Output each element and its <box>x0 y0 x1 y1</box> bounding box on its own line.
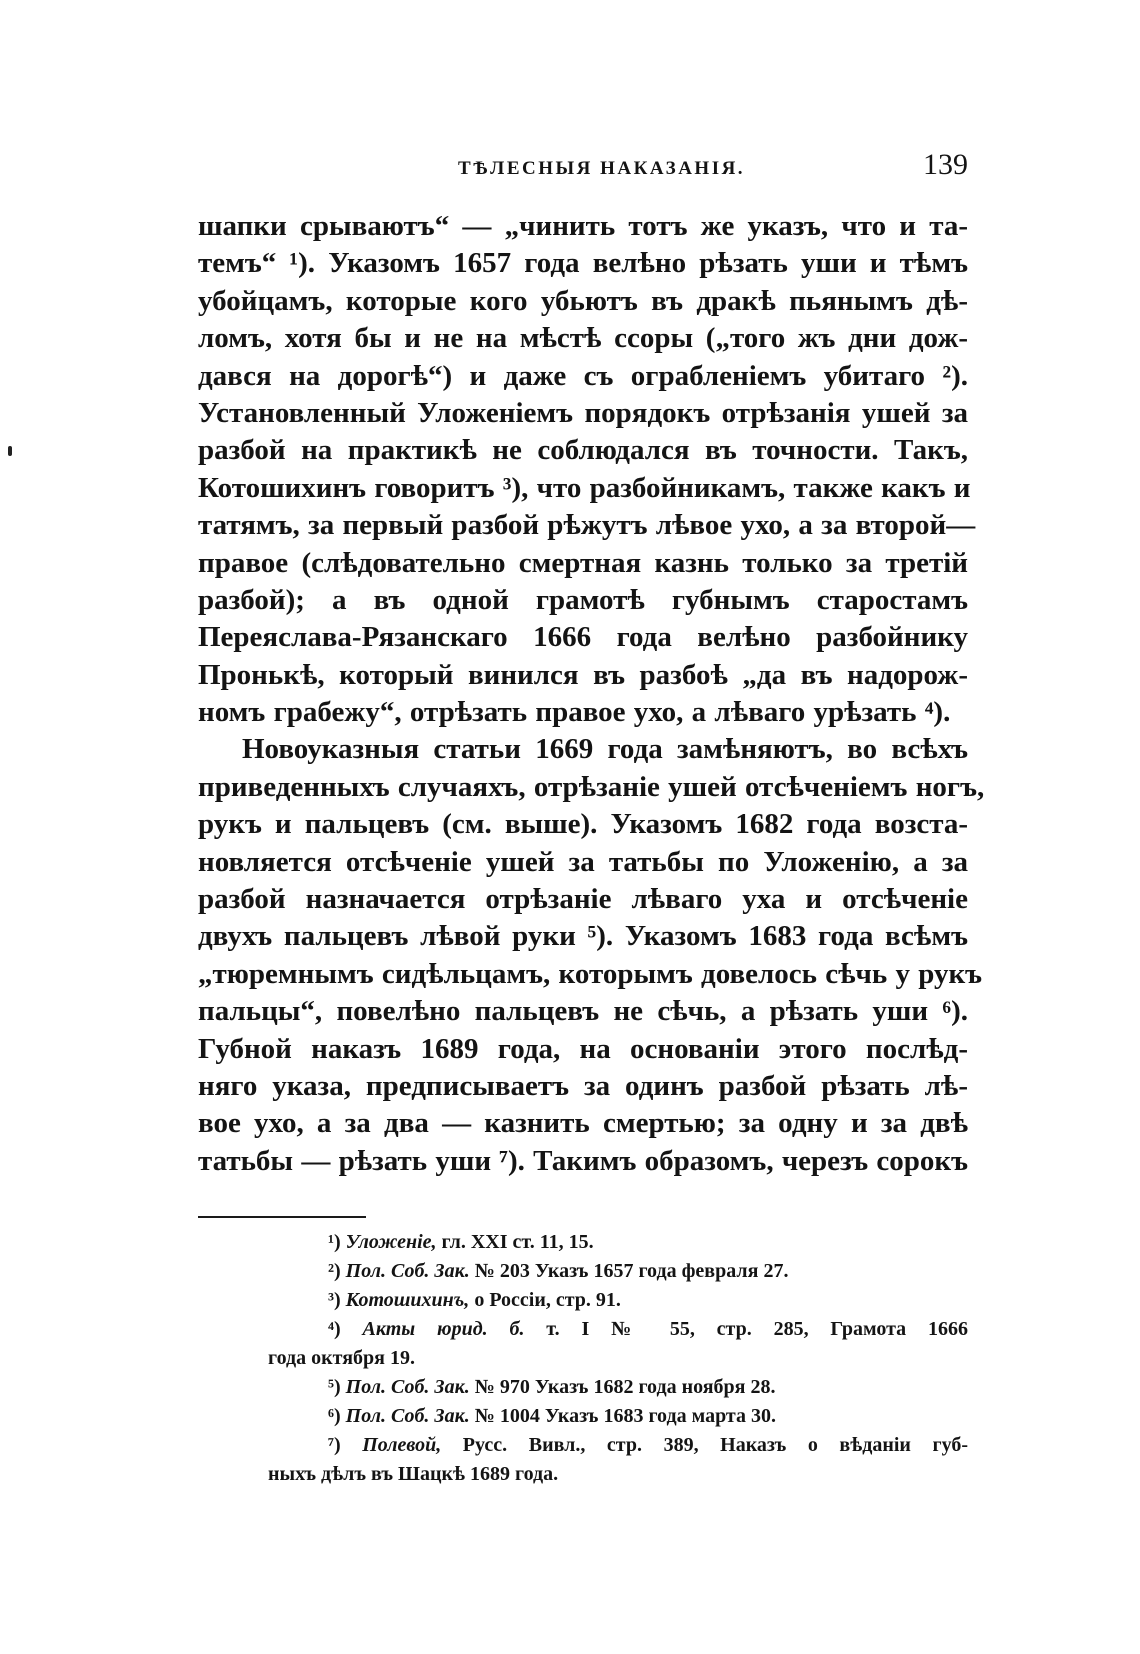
text-line: убойцамъ, которые кого убьютъ въ дракѣ пьянымъ дѣ- <box>198 284 968 317</box>
text-line: татямъ, за первый разбой рѣжутъ лѣвое ухо, а за второй— <box>198 509 976 542</box>
running-header <box>198 148 968 188</box>
text-line: Переяслава-Рязанскаго 1666 года велѣно разбойнику <box>198 621 968 654</box>
footnote-4 <box>198 1315 968 1344</box>
footnote-source: Пол. Соб. Зак. <box>345 1405 470 1427</box>
footnote-source: Котошихинъ, <box>345 1289 470 1311</box>
footnote-text: т. I № 55, стр. 285, Грамота 1666 <box>524 1318 968 1340</box>
text-line: двухъ пальцевъ лѣвой руки ⁵). Указомъ 1683 года всѣмъ <box>198 920 968 953</box>
footnotes <box>198 1228 968 1489</box>
footnote-mark: ⁵) <box>328 1376 341 1398</box>
text-line: дався на дорогѣ“) и даже съ ограбленіемъ убитаго ²). <box>198 359 968 392</box>
text-line: разбой на практикѣ не соблюдался въ точности. Такъ, <box>198 434 968 467</box>
footnote-text: Русс. Вивл., стр. 389, Наказъ о вѣданіи губ- <box>441 1434 968 1456</box>
text-line: Установленный Уложеніемъ порядокъ отрѣзанія ушей за <box>198 396 968 429</box>
text-line: няго указа, предписываетъ за одинъ разбой рѣзать лѣ- <box>198 1069 968 1102</box>
text-line: Губной наказъ 1689 года, на основаніи этого послѣд- <box>198 1032 968 1065</box>
text-line: пальцы“, повелѣно пальцевъ не сѣчь, а рѣзать уши ⁶). <box>198 995 968 1028</box>
main-text <box>198 208 985 1180</box>
footnote-source: Пол. Соб. Зак. <box>345 1376 470 1398</box>
footnote-text: о Россіи, стр. 91. <box>469 1289 621 1311</box>
footnote-mark: ⁴) <box>328 1318 341 1340</box>
paragraph-start-line: Новоуказныя статьи 1669 года замѣняютъ, во всѣхъ <box>242 733 968 766</box>
footnote-mark: ⁷) <box>328 1434 341 1456</box>
text-line: Пронькѣ, который винился въ разбоѣ „да въ надорож- <box>198 658 968 691</box>
text-line: вое ухо, а за два — казнить смертью; за одну и за двѣ <box>198 1107 968 1140</box>
footnote-1 <box>198 1228 968 1257</box>
text-line: Котошихинъ говоритъ ³), что разбойникамъ, также какъ и <box>198 471 971 504</box>
text-line: ломъ, хотя бы и не на мѣстѣ ссоры („того жъ дни дож- <box>198 322 968 355</box>
text-line: темъ“ ¹). Указомъ 1657 года велѣно рѣзать уши и тѣмъ <box>198 247 968 280</box>
footnote-text: гл. XXI ст. 11, 15. <box>436 1231 594 1253</box>
running-title: ТѢЛЕСНЫЯ НАКАЗАНІЯ. <box>458 158 746 179</box>
text-line: „тюремнымъ сидѣльцамъ, которымъ довелось сѣчь у рукъ <box>198 957 983 990</box>
text-line: приведенныхъ случаяхъ, отрѣзаніе ушей отсѣченіемъ ногъ, <box>198 770 985 803</box>
footnote-source: Акты юрид. б. <box>362 1318 525 1340</box>
footnote-separator <box>198 1216 366 1218</box>
page-number: 139 <box>923 148 968 181</box>
footnote-source: Полевой, <box>362 1434 442 1456</box>
footnote-source: Уложеніе, <box>345 1231 437 1253</box>
text-line: рукъ и пальцевъ (см. выше). Указомъ 1682 года возста- <box>198 808 968 841</box>
text-line: новляется отсѣченіе ушей за татьбы по Уложенію, а за <box>198 845 968 878</box>
footnote-text: № 1004 Указъ 1683 года марта 30. <box>469 1405 776 1427</box>
text-line: разбой назначается отрѣзаніе лѣваго уха и отсѣченіе <box>198 883 968 916</box>
footnote-text: № 970 Указъ 1682 года ноября 28. <box>469 1376 776 1398</box>
footnote-mark: ⁶) <box>328 1405 341 1427</box>
footnote-3 <box>198 1286 968 1315</box>
footnote-mark: ¹) <box>328 1231 341 1253</box>
text-line: номъ грабежу“, отрѣзать правое ухо, а лѣваго урѣзать ⁴). <box>198 696 951 729</box>
footnote-7-continuation: ныхъ дѣлъ въ Шацкѣ 1689 года. <box>268 1463 559 1485</box>
text-line: правое (слѣдовательно смертная казнь только за третій <box>198 546 968 579</box>
footnote-mark: ²) <box>328 1260 341 1282</box>
footnote-source: Пол. Соб. Зак. <box>345 1260 470 1282</box>
footnote-mark: ³) <box>328 1289 341 1311</box>
footnote-text: № 203 Указъ 1657 года февраля 27. <box>469 1260 789 1282</box>
footnote-4-continuation: года октября 19. <box>268 1347 415 1369</box>
text-line: разбой); а въ одной грамотѣ губнымъ старостамъ <box>198 583 968 616</box>
text-line: татьбы — рѣзать уши ⁷). Такимъ образомъ, черезъ сорокъ <box>198 1144 968 1177</box>
footnote-6 <box>198 1402 968 1431</box>
scan-artifact-mark <box>8 446 12 456</box>
footnote-7 <box>198 1431 968 1460</box>
footnote-5 <box>198 1373 968 1402</box>
text-line: шапки срываютъ“ — „чинить тотъ же указъ, что и та- <box>198 210 968 242</box>
footnote-2 <box>198 1257 968 1286</box>
